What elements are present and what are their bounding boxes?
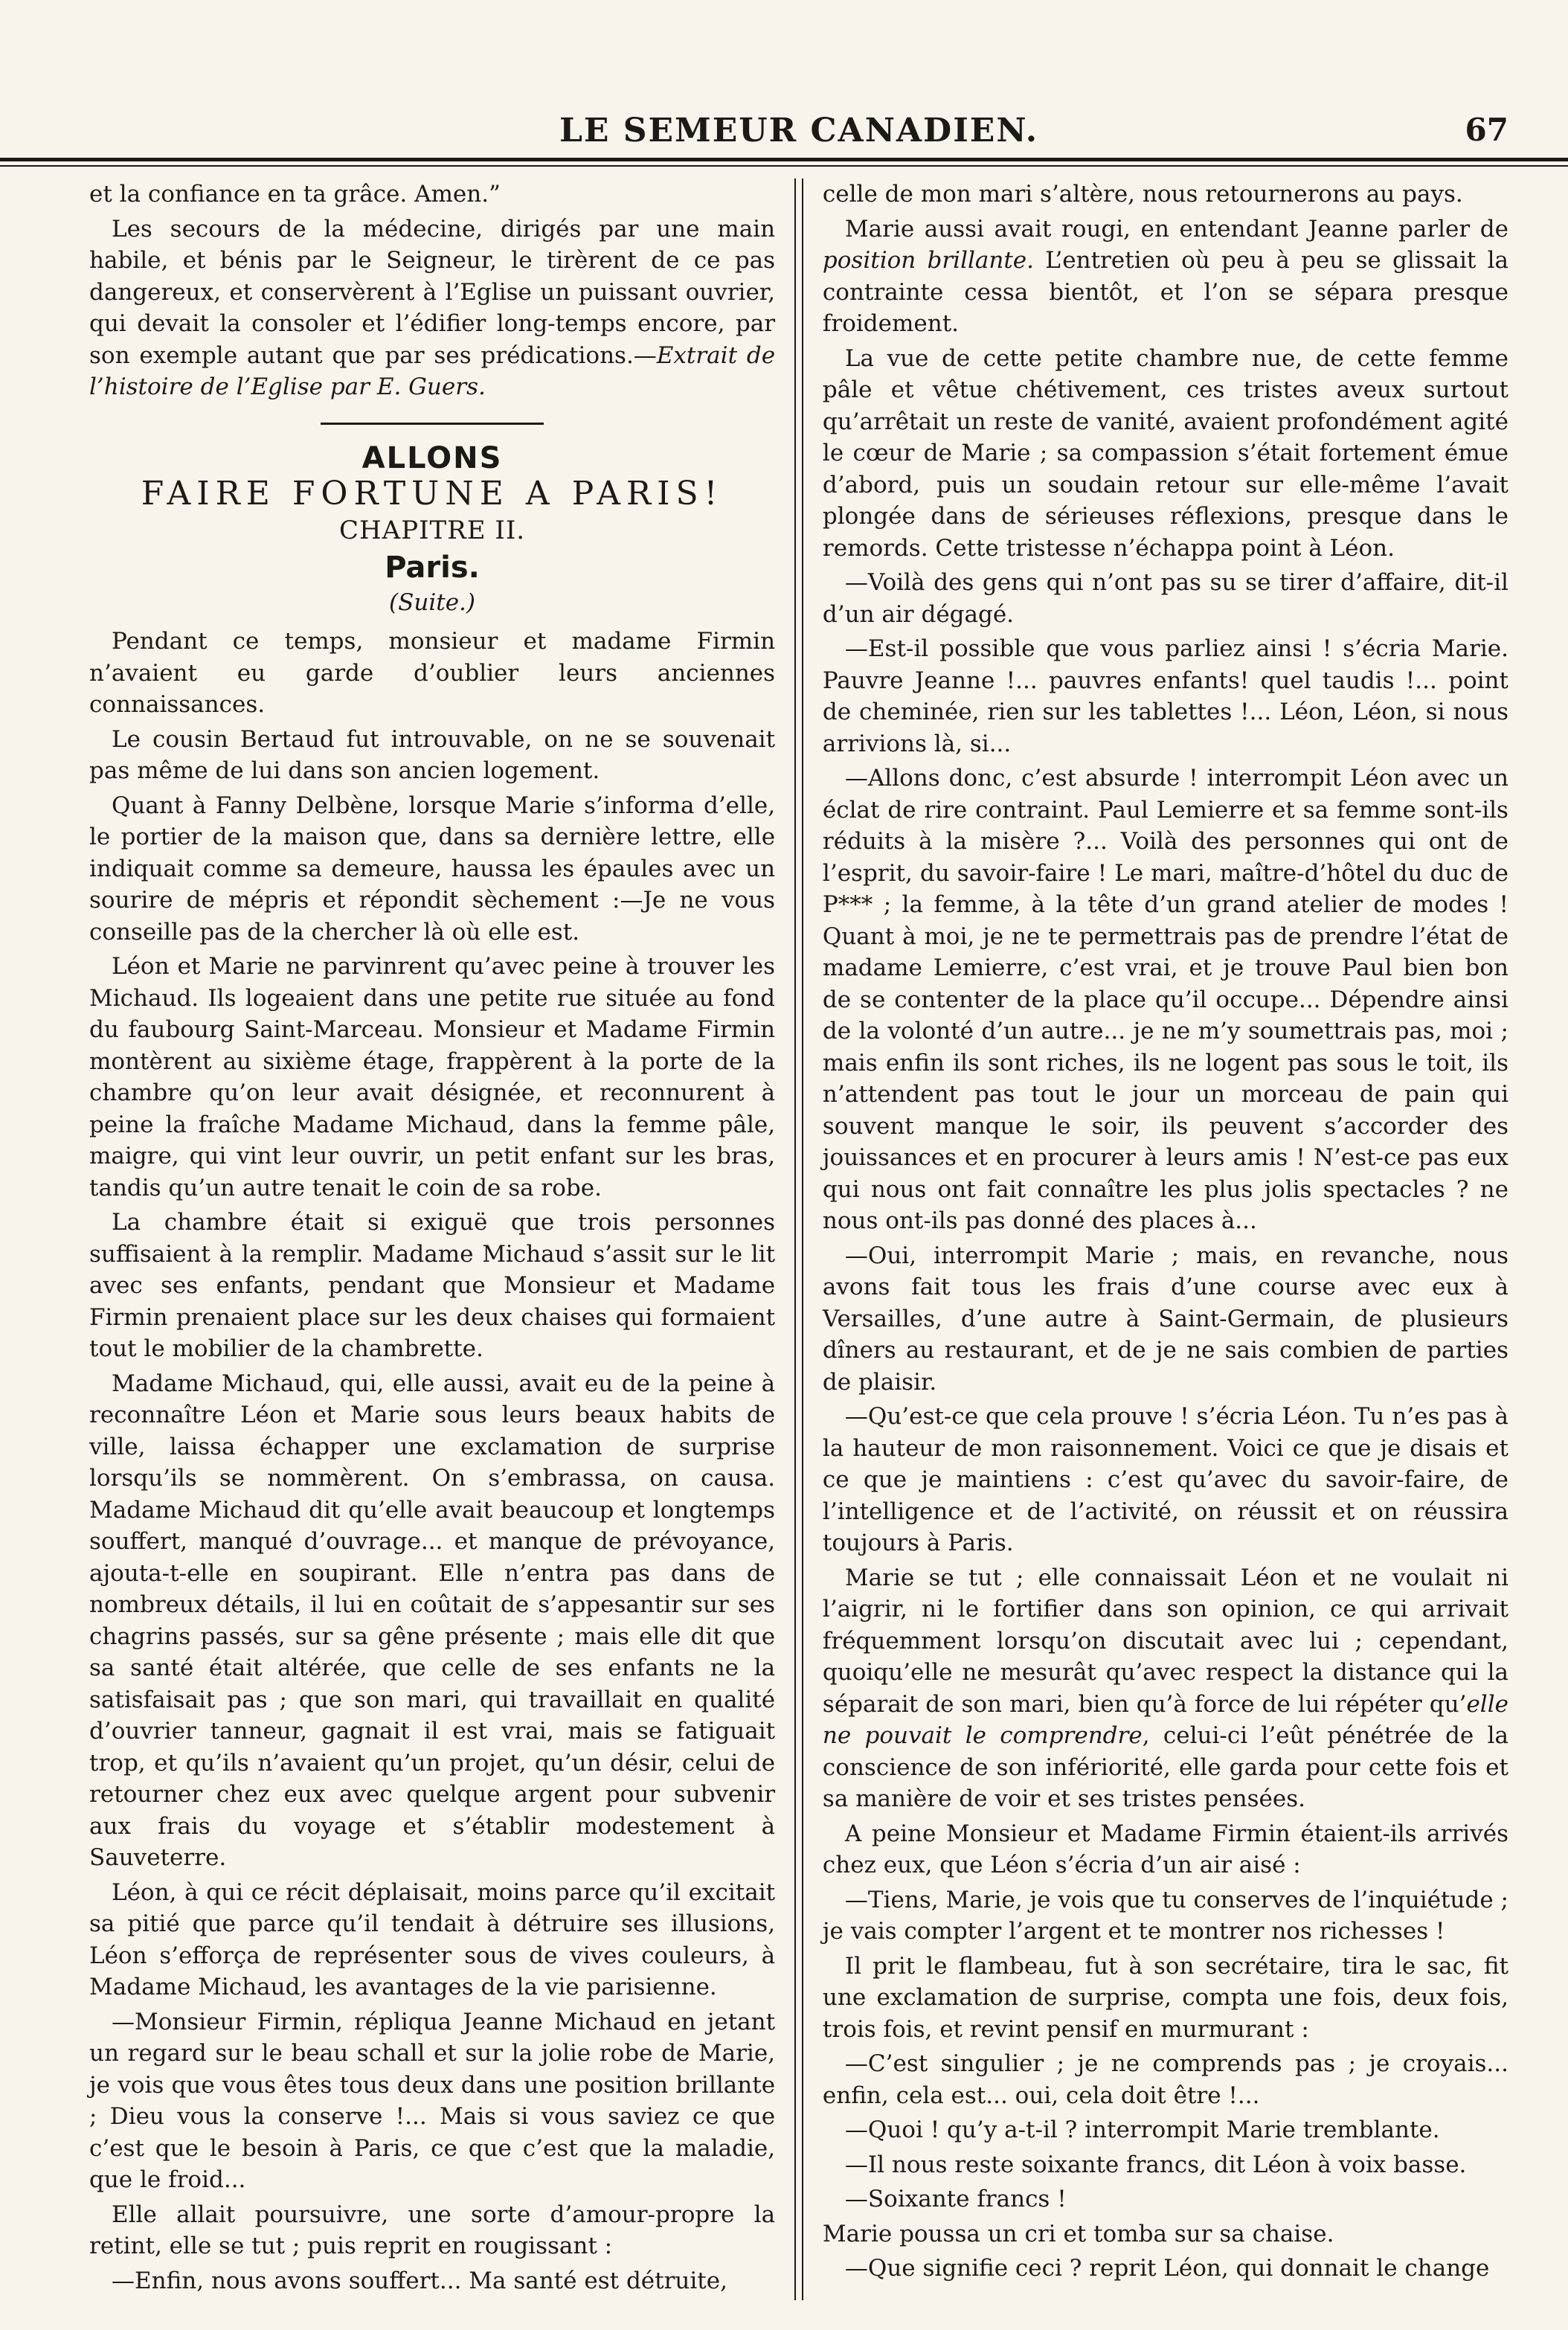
text-run: , celui-ci l’eût pénétrée de la conscience de son infériorité, elle garda pour cette fois et sa manière de voir et ses tristes pensées. [822, 1722, 1508, 1812]
story-paragraph: Quant à Fanny Delbène, lorsque Marie s’informa d’elle, le portier de la maison que, dans sa dernière lettre, elle indiquait comme sa demeure, haussa les épaules avec un sourire de mépris et répondit sèchement :—Je ne vous conseille pas de la chercher là où elle est. [89, 792, 776, 946]
story-paragraph: La chambre était si exiguë que trois personnes suffisaient à la remplir. Madame Michaud s’assit sur le lit avec ses enfants, pendant que Monsieur et Madame Firmin prenaient place sur les deux chaises qui formaient tout le mobilier de la chambrette. [89, 1209, 776, 1362]
story-paragraph: Le cousin Bertaud fut introuvable, on ne se souvenait pas même de lui dans son ancien logement. [89, 725, 776, 784]
intro-paragraph [89, 214, 775, 403]
intro-citation: —Extrait de l’histoire de l’Eglise par E. Guers. [89, 341, 776, 400]
story-paragraph: Léon, à qui ce récit déplaisait, moins parce qu’il excitait sa pitié que parce qu’il tendait à détruire ses illusions, Léon s’efforça de représenter sous de vives couleurs, à Madame Michaud, les avantages de la vie parisienne. [89, 1878, 776, 2000]
story-paragraph: —Quoi ! qu’y a-t-il ? interrompit Marie tremblante. [844, 2116, 1440, 2143]
italic-phrase: elle ne pouvait le comprendre [822, 1690, 1508, 1749]
text-run: Marie aussi avait rougi, en entendant Jeanne parler de [844, 215, 1508, 243]
story-paragraph: —Oui, interrompit Marie ; mais, en revanche, nous avons fait tous les frais d’une course avec eux à Versailles, d’une autre à Saint-Germain, de plusieurs dîners au restaurant, et de je ne sais combien de parties de plaisir. [822, 1242, 1508, 1396]
story-title: FAIRE FORTUNE A PARIS! [141, 475, 724, 513]
page-header [89, 0, 1508, 150]
story-paragraph: —Tiens, Marie, je vois que tu conserves de l’inquiétude ; je vais compter l’argent et te montrer nos richesses ! [822, 1886, 1508, 1945]
page-number: 67 [1465, 112, 1508, 148]
story-paragraph: —Enfin, nous avons souffert... Ma santé est détruite, [112, 2267, 727, 2294]
section-divider [321, 423, 544, 425]
story-paragraph [823, 214, 1508, 340]
story-paragraph: —Voilà des gens qui n’ont pas su se tirer d’affaire, dit-il d’un air dégagé. [822, 569, 1508, 628]
chapter-heading: CHAPITRE II. [338, 515, 526, 545]
section-heading: Paris. [385, 551, 480, 585]
left-column [89, 179, 791, 2300]
text-run: L’entretien où peu à peu se glissait la contrainte cessa bientôt, et l’on se sépara presque froidement. [822, 247, 1508, 337]
intro-line: et la confiance en ta grâce. Amen.” [89, 181, 501, 208]
story-paragraph: —Soixante francs ! [844, 2186, 1067, 2212]
story-paragraph: —Qu’est-ce que cela prouve ! s’écria Léon. Tu n’es pas à la hauteur de mon raisonnement. Voici ce que je disais et ce que je maintiens : c’est qu’avec du savoir-faire, de l’intelligence et de l’activité, on réussit et on réussira toujours à Paris. [822, 1403, 1508, 1556]
text-run: Marie se tut ; elle connaissait Léon et ne voulait ni l’aigrir, ni le fortifier dans son opinion, ce qui arrivait fréquemment lorsqu’on discutait avec lui ; cependant, quoiqu’elle ne mesurât qu’avec respect la distance qui la séparait de son mari, bien qu’à force de lui répéter qu’ [822, 1564, 1508, 1718]
header-rule-thick [0, 158, 1568, 161]
continued-note: (Suite.) [389, 588, 476, 616]
story-paragraph [823, 1562, 1508, 1815]
right-column [806, 179, 1508, 2300]
story-paragraph: —C’est singulier ; je ne comprends pas ; je croyais... enfin, cela est... oui, cela doit être !... [822, 2050, 1508, 2109]
story-paragraph: Léon et Marie ne parvinrent qu’avec peine à trouver les Michaud. Ils logeaient dans une petite rue située au fond du faubourg Saint-Marceau. Monsieur et Madame Firmin montèrent au sixième étage, frappèrent à la porte de la chambre qu’on leur avait désignée, et reconnurent à peine la fraîche Madame Michaud, dans la femme pâle, maigre, qui vint leur ouvrir, un petit enfant sur les bras, tandis qu’un autre tenait le coin de sa robe. [89, 953, 776, 1201]
story-paragraph: Marie poussa un cri et tomba sur sa chaise. [822, 2220, 1334, 2247]
story-paragraph: Madame Michaud, qui, elle aussi, avait eu de la peine à reconnaître Léon et Marie sous leurs beaux habits de ville, laissa échapper une exclamation de surprise lorsqu’ils se nommèrent. On s’embrassa, on causa. Madame Michaud dit qu’elle avait beaucoup et longtemps souffert, manqué d’ouvrage... et manque de prévoyance, ajouta-t-elle en soupirant. Elle n’entra pas dans de nombreux détails, il lui en coûtait de s’appesantir sur ses chagrins passés, sur sa gêne présente ; mais elle dit que sa santé était altérée, que celle de ses enfants ne la satisfaisait pas ; que son mari, qui travaillait en qualité d’ouvrier tanneur, gagnait il est vrai, mais se fatiguait trop, et qu’ils n’avaient qu’un projet, qu’un désir, celui de retourner chez eux avec quelque argent pour subvenir aux frais du voyage et s’établir modestement à Sauveterre. [89, 1370, 776, 1871]
story-paragraph: Il prit le flambeau, fut à son secrétaire, tira le sac, fit une exclamation de surprise, compta une fois, deux fois, trois fois, et revint pensif en murmurant : [822, 1952, 1508, 2043]
column-separator [794, 179, 803, 2300]
intro-text: Les secours de la médecine, dirigés par une main habile, et bénis par le Seigneur, le tirèrent de ce pas dangereux, et conservèrent à l’Eglise un puissant ouvrier, qui devait la consoler et l’édifier long-temps encore, par son exemple autant que par ses prédications. [89, 215, 776, 369]
series-heading: ALLONS [362, 440, 503, 475]
story-paragraph: A peine Monsieur et Madame Firmin étaient-ils arrivés chez eux, que Léon s’écria d’un air aisé : [822, 1820, 1508, 1878]
story-paragraph: —Est-il possible que vous parliez ainsi ! s’écria Marie. Pauvre Jeanne !... pauvres enfants! quel taudis !... point de cheminée, rien sur les tablettes !... Léon, Léon, si nous arrivions là, si... [822, 635, 1508, 757]
header-rule-thin [0, 165, 1568, 167]
story-paragraph: Pendant ce temps, monsieur et madame Firmin n’avaient eu garde d’oublier leurs anciennes connaissances. [89, 628, 776, 718]
story-paragraph: Elle allait poursuivre, une sorte d’amour-propre la retint, elle se tut ; puis reprit en rougissant : [89, 2201, 776, 2259]
story-paragraph: La vue de cette petite chambre nue, de cette femme pâle et vêtue chétivement, ces tristes aveux surtout qu’arrêtait un reste de vanité, avaient profondément agité le cœur de Marie ; sa compassion s’était fortement émue d’abord, puis un soudain retour sur elle-même l’avait plongée dans de sérieuses réflexions, presque dans le remords. Cette tristesse n’échappa point à Léon. [822, 344, 1508, 562]
story-paragraph: celle de mon mari s’altère, nous retournerons au pays. [822, 181, 1463, 208]
story-paragraph: —Il nous reste soixante francs, dit Léon à voix basse. [844, 2151, 1467, 2178]
two-column-body [89, 179, 1508, 2300]
running-title: LE SEMEUR CANADIEN. [559, 112, 1039, 150]
story-paragraph: —Monsieur Firmin, répliqua Jeanne Michaud en jetant un regard sur le beau schall et sur la jolie robe de Marie, je vois que vous êtes tous deux dans une position brillante ; Dieu vous la conserve !... Mais si vous saviez ce que c’est que le besoin à Paris, ce que c’est que la maladie, que le froid... [89, 2008, 776, 2193]
story-paragraph: —Que signifie ceci ? reprit Léon, qui donnait le change [844, 2255, 1490, 2282]
italic-phrase: position brillante. [822, 247, 1035, 274]
story-paragraph: —Allons donc, c’est absurde ! interrompit Léon avec un éclat de rire contraint. Paul Lemierre et sa femme sont-ils réduits à la misère ?... Voilà des personnes qui ont de l’esprit, du savoir-faire ! Le mari, maître-d’hôtel du duc de P*** ; la femme, à la tête d’un grand atelier de modes ! Quant à moi, je ne te permettrais pas de prendre l’état de madame Lemierre, c’est vrai, et je trouve Paul bien bon de se contenter de la place qu’il occupe... Dépendre ainsi de la volonté d’un autre... je ne m’y soumettrais pas, moi ; mais enfin ils sont riches, ils ne logent pas sous le toit, ils n’attendent pas tout le jour un morceau de pain qui souvent manque le soir, ils peuvent s’accorder des jouissances et en procurer à leurs amis ! N’est-ce pas eux qui nous ont fait connaître les plus jolis spectacles ? ne nous ont-ils pas donné des places à... [822, 765, 1508, 1234]
